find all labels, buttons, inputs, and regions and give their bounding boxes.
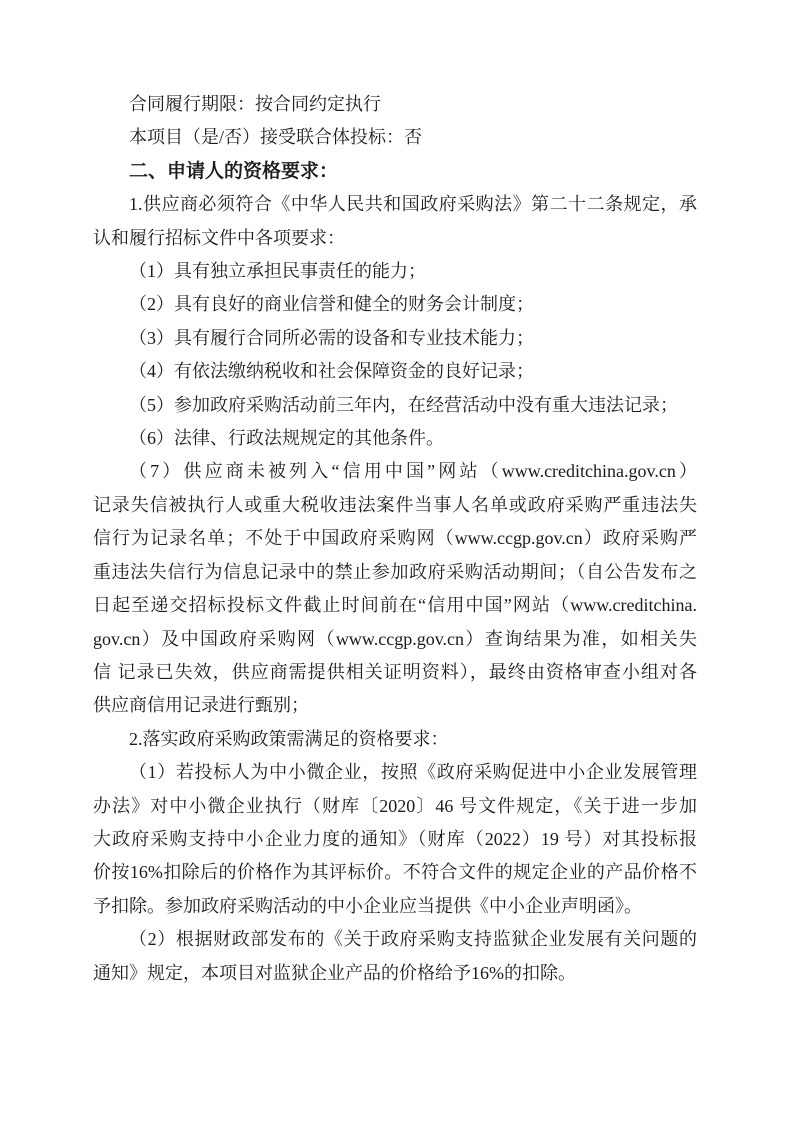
document-line: 本项目（是/否）接受联合体投标：否 — [129, 127, 422, 148]
document-line: （5）参加政府采购活动前三年内，在经营活动中没有重大违法记录； — [129, 394, 678, 415]
document-line: （2）根据财政部发布的《关于政府采购支持监狱企业发展有关问题的 — [129, 929, 697, 950]
document-line: 办法》对中小微企业执行（财库〔2020〕46 号文件规定，《关于进一步加 — [93, 795, 697, 816]
document-line: 合同履行期限：按合同约定执行 — [129, 94, 381, 114]
document-line: 认和履行招标文件中各项要求： — [93, 227, 345, 248]
section-heading: 二、申请人的资格要求： — [129, 160, 339, 182]
document-line: （7）供应商未被列入“信用中国”网站（www.creditchina.gov.cn） — [129, 461, 697, 482]
document-line: （6）法律、行政法规规定的其他条件。 — [129, 428, 444, 449]
document-line: 供应商信用记录进行甄别； — [93, 695, 309, 716]
document-line: 信行为记录名单；不处于中国政府采购网（www.ccgp.gov.cn）政府采购严 — [93, 528, 697, 549]
document-line: 1.供应商必须符合《中华人民共和国政府采购法》第二十二条规定，承 — [129, 194, 697, 215]
document-line: 予扣除。参加政府采购活动的中小企业应当提供《中小企业声明函》。 — [93, 895, 642, 916]
document-line: gov.cn）及中国政府采购网（www.ccgp.gov.cn）查询结果为准，如相关失 — [93, 628, 697, 649]
document-line: 重违法失信行为信息记录中的禁止参加政府采购活动期间；（自公告发布之 — [93, 561, 697, 582]
document-line: 信 记录已失效，供应商需提供相关证明资料），最终由资格审查小组对各 — [93, 661, 697, 682]
document-line: （3）具有履行合同所必需的设备和专业技术能力； — [129, 327, 534, 348]
document-line: 日起至递交招标投标文件截止时间前在“信用中国”网站（www.creditchina. — [93, 595, 697, 616]
document-line: 大政府采购支持中小企业力度的通知》（财库（2022）19 号）对其投标报 — [93, 828, 697, 849]
document-line: （1）具有独立承担民事责任的能力； — [129, 261, 426, 282]
document-line: （4）有依法缴纳税收和社会保障资金的良好记录； — [129, 361, 534, 382]
document-line: （2）具有良好的商业信誉和健全的财务会计制度； — [129, 294, 534, 315]
document-line: 记录失信被执行人或重大税收违法案件当事人名单或政府采购严重违法失 — [93, 494, 697, 515]
document-line: 价按16%扣除后的价格作为其评标价。不符合文件的规定企业的产品价格不 — [93, 862, 697, 883]
document-body — [93, 88, 697, 990]
document-line: 2.落实政府采购政策需满足的资格要求： — [129, 728, 449, 749]
document-line: （1）若投标人为中小微企业，按照《政府采购促进中小企业发展管理 — [129, 762, 697, 783]
document-line: 通知》规定，本项目对监狱企业产品的价格给予16%的扣除。 — [93, 962, 576, 983]
